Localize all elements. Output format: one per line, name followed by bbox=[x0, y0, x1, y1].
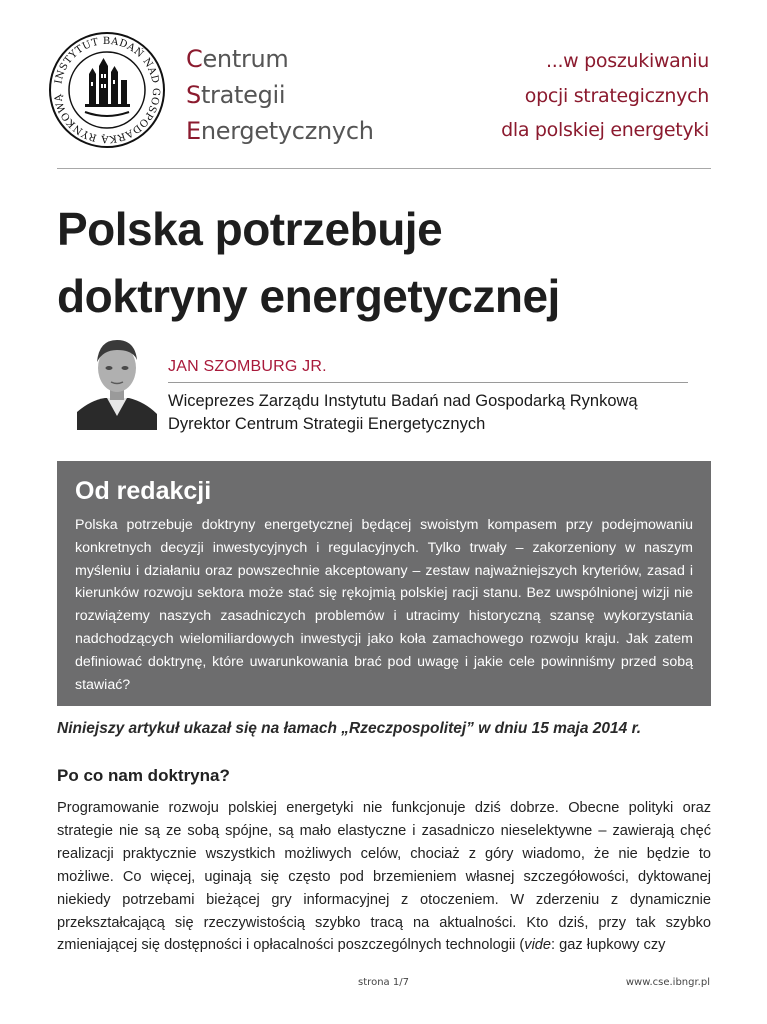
author-role-1: Wiceprezes Zarządu Instytutu Badań nad Gospodarką Rynkową bbox=[168, 392, 638, 410]
header-divider bbox=[57, 168, 711, 169]
page-number: strona 1/7 bbox=[358, 977, 409, 988]
author-divider bbox=[168, 382, 688, 383]
author-photo bbox=[77, 328, 157, 430]
editorial-title: Od redakcji bbox=[75, 477, 212, 505]
article-title-line-2: doktryny energetycznej bbox=[57, 270, 560, 322]
org-name-line-3: Energetycznych bbox=[186, 117, 374, 145]
section-heading: Po co nam doktryna? bbox=[57, 766, 230, 785]
tagline-line-3: dla polskiej energetyki bbox=[501, 119, 709, 141]
author-role-2: Dyrektor Centrum Strategii Energetycznych bbox=[168, 415, 486, 433]
editorial-text: Polska potrzebuje doktryny energetycznej będącej swoistym kompasem przy podejmowaniu konkretnych decyzji inwestycyjnych i regulacyjnych. Tylko trwały – zakorzeniony w naszym myśleniu i działaniu oraz powszechnie akceptowany – zestaw najważniejszych kryteriów, zasad i kierunków rozwoju sektora może stać się rękojmią polskiej racji stanu. Bez uwspólnionej wizji nie rozwiążemy naszych zasadniczych problemów i utracimy historyczną szansę wykorzystania nadchodzących wielomiliardowych inwestycji jako koła zamachowego rozwoju kraju. Jak zatem definiować doktrynę, które uwarunkowania brać pod uwagę i jakie cele powinniśmy przed sobą stawiać? bbox=[75, 517, 693, 693]
org-name-line-2: Strategii bbox=[186, 81, 286, 109]
ibngr-seal-logo bbox=[47, 30, 167, 150]
tagline-line-1: ...w poszukiwaniu bbox=[545, 50, 709, 72]
org-name-line-1: Centrum bbox=[186, 45, 289, 73]
tagline-line-2: opcji strategicznych bbox=[524, 85, 709, 107]
publication-note: Niniejszy artykuł ukazał się na łamach „Rzeczpospolitej” w dniu 15 maja 2014 r. bbox=[57, 720, 642, 737]
section-body: Programowanie rozwoju polskiej energetyki nie funkcjonuje dziś dobrze. Obecne polityki oraz strategie nie są ze sobą spójne, są mało elastyczne i zasadniczo nieselektywne – zawierają chęć realizacji praktycznie wszystkich możliwych celów, chociaż z góry wiadomo, że nie będzie to możliwe. Co więcej, uginają się często pod brzemieniem własnej szczegółowości, dyktowanej niekiedy potrzebami bieżącej gry informacyjnej z otoczeniem. W zderzeniu z dynamicznie przekształcającą się rzeczywistością szybko tracą na aktualności. Kto dziś, przy tak szybko zmieniającej się dostępności i opłacalności poszczególnych technologii (vide: gaz łupkowy czy bbox=[57, 800, 711, 954]
author-name: JAN SZOMBURG JR. bbox=[168, 358, 327, 375]
footer-url[interactable]: www.cse.ibngr.pl bbox=[625, 977, 710, 988]
editorial-box bbox=[57, 461, 711, 706]
article-title-line-1: Polska potrzebuje bbox=[57, 203, 443, 255]
logo-ring-text: INSTYTUT BADAŃ NAD GOSPODARKĄ RYNKOWĄ bbox=[53, 35, 162, 145]
